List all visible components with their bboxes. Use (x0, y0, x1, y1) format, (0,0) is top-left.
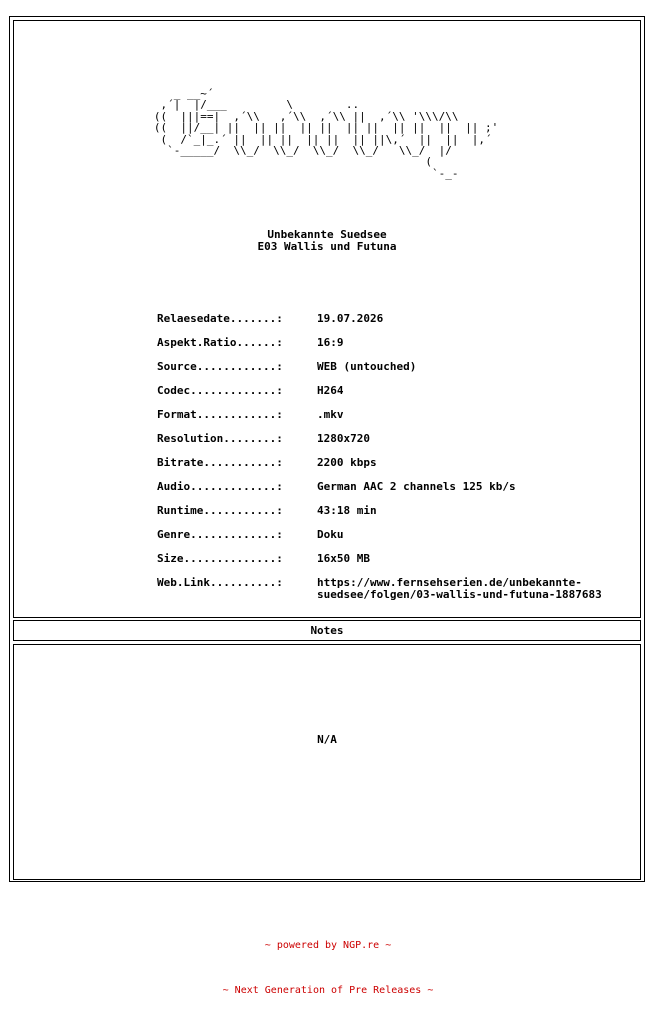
notes-header (13, 620, 641, 641)
notes-text: N/A (317, 733, 337, 746)
footer-tagline: ~ Next Generation of Pre Releases ~ (222, 985, 434, 996)
nfo-frame (9, 16, 645, 882)
info-key: Format............: (156, 408, 283, 421)
info-key: Web.Link..........: (156, 576, 283, 589)
info-value: German AAC 2 channels 125 kb/s (316, 480, 516, 493)
info-key: Audio.............: (156, 480, 283, 493)
info-value: 19.07.2026 (316, 312, 384, 325)
info-value: 16:9 (316, 336, 344, 349)
info-value: WEB (untouched) (316, 360, 417, 373)
info-value: .mkv (316, 408, 344, 421)
info-key: Relaesedate.......: (156, 312, 283, 325)
info-value: H264 (316, 384, 344, 397)
info-row-resolution (104, 421, 602, 445)
info-key: Source............: (156, 360, 283, 373)
info-key: Resolution........: (156, 432, 283, 445)
info-list (104, 301, 602, 601)
info-key: Genre.............: (156, 528, 283, 541)
notes-body (13, 644, 641, 880)
notes-title: Notes (310, 624, 344, 637)
release-title (14, 229, 640, 253)
info-key: Runtime...........: (156, 504, 283, 517)
info-row-web-link (104, 565, 602, 601)
info-row-aspect-ratio (104, 325, 602, 349)
ascii-logo: _ __~´ ,´| |/___ \ .. (( |||==| ,´\\ ,´\\ ,´\\ || ,´\\ '\\\/\\ (( ||/__| || || || || || || || || || || || ;' ( /`_|_.´ || || || || || || ||\,´ || || |,´ `-_____/ \\_/ \\_/ \\_/ \\_/ \\_/ |/ ( `-_- (153, 87, 499, 180)
info-row-runtime (104, 493, 602, 517)
info-row-source (104, 349, 602, 373)
info-key: Codec.............: (156, 384, 283, 397)
info-row-codec (104, 373, 602, 397)
release-info-panel (13, 20, 641, 618)
info-row-releasedate (104, 301, 602, 325)
info-row-bitrate (104, 445, 602, 469)
info-key: Bitrate...........: (156, 456, 283, 469)
footer (0, 908, 656, 1013)
info-row-audio (104, 469, 602, 493)
info-row-genre (104, 517, 602, 541)
footer-powered-by[interactable]: ~ powered by NGP.re ~ (264, 940, 392, 951)
web-link-line-1[interactable]: https://www.fernsehserien.de/unbekannte- (316, 576, 582, 589)
episode-title: E03 Wallis und Futuna (257, 240, 397, 253)
info-value: Doku (316, 528, 344, 541)
web-link-line-2[interactable]: suedsee/folgen/03-wallis-und-futuna-1887683 (316, 588, 602, 601)
info-value: 2200 kbps (316, 456, 377, 469)
info-row-size (104, 541, 602, 565)
show-title: Unbekannte Suedsee (267, 228, 387, 241)
info-value: 1280x720 (316, 432, 370, 445)
info-row-format (104, 397, 602, 421)
info-key: Aspekt.Ratio......: (156, 336, 283, 349)
info-value: 43:18 min (316, 504, 377, 517)
info-key: Size..............: (156, 552, 283, 565)
info-value: 16x50 MB (316, 552, 370, 565)
